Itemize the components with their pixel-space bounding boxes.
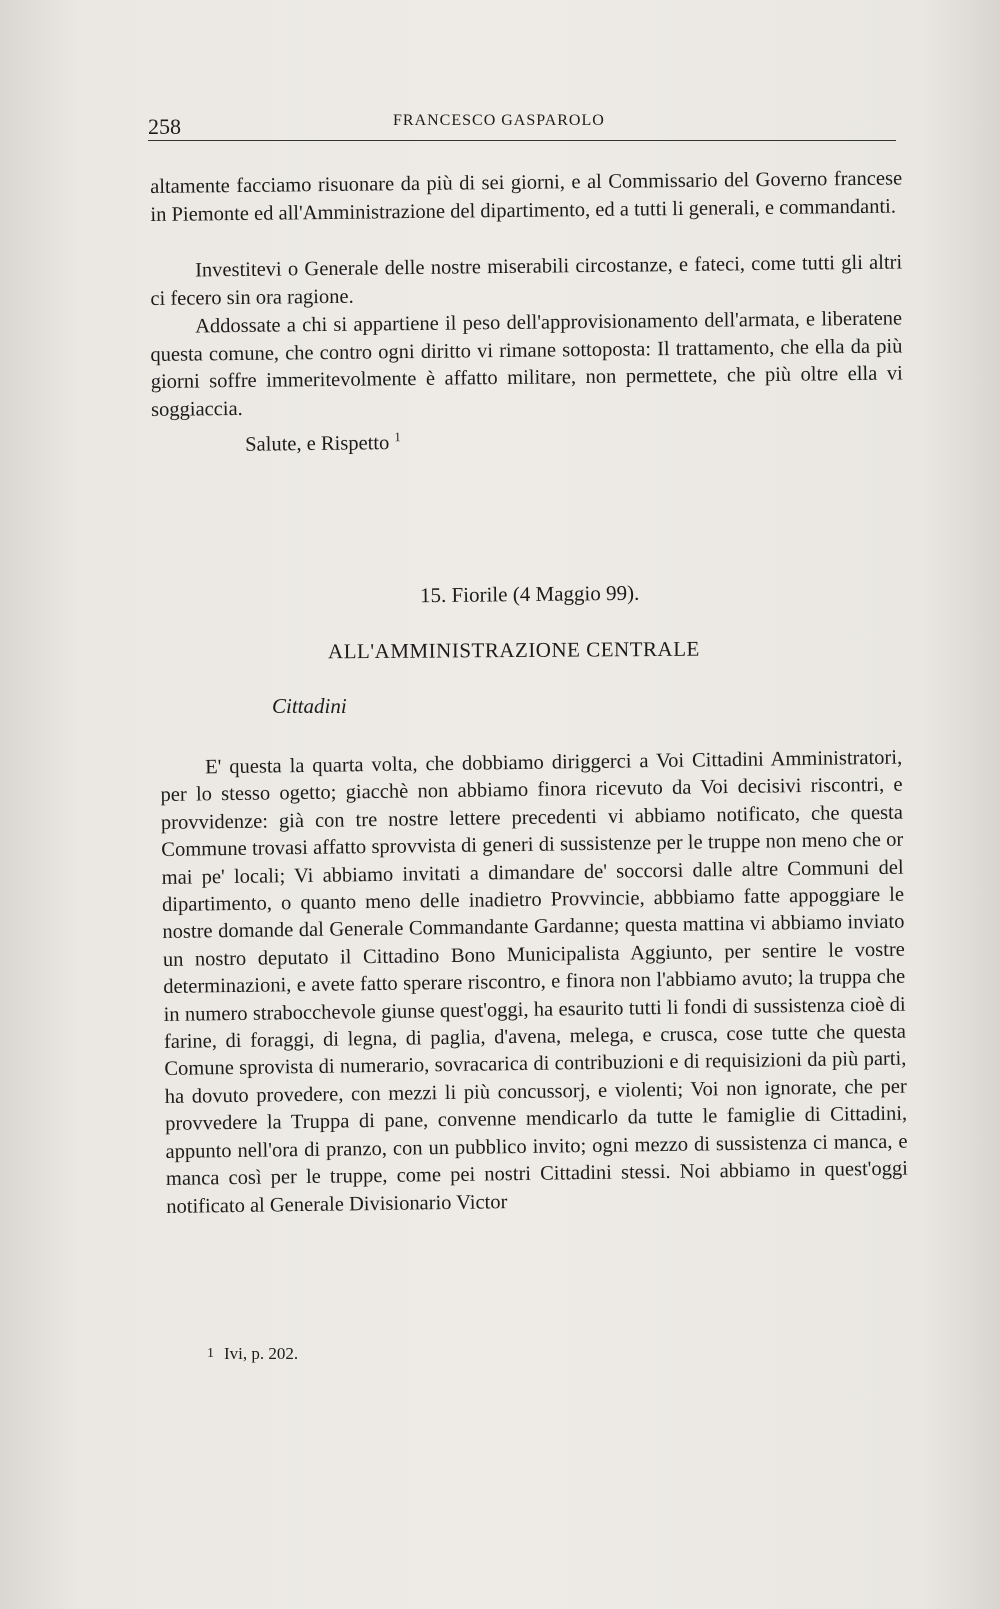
letter-heading: ALL'AMMINISTRAZIONE CENTRALE (327, 636, 700, 664)
closing-line (150, 417, 902, 460)
footnote-mark: 1 (207, 1346, 214, 1361)
page-header (148, 104, 896, 144)
letter-body: E' questa la quarta volta, che dobbiamo diriggerci a Voi Cittadini Amministratori, per lo stesso ogetto; giacchè non abbiamo finora ricevuto da Voi decisivi riscontri, e provvidenze: già con tre nostre lettere precedenti vi abbiamo notificato, che questa Commune trovasi affatto sprovvista di generi di sussistenze per le truppe non meno che or mai pe' locali; Vi abbiamo invitati a dimandare de' soccorsi dalle altre Communi del dipartimento, o quanto meno delle inadietro Provvincie, abbbiamo fatte appoggiare le nostre domande dal Generale Commandante Gardanne; questa mattina vi abbiamo inviato un nostro deputato il Cittadino Bono Municipalista Aggiunto, per sentire le vostre determinazioni, e avete fatto sperare riscontro, e finora non l'abbiamo avuto; la truppa che in numero strabocchevole giunse quest'oggi, ha esaurito tutti li fondi di sussistenza cioè di farine, di foraggi, di legna, di paglia, d'avena, melega, e crusca, cose tutte che questa Comune sprovista di numerario, sovracarica di contribuzioni e di requisizioni da più parti, ha dovuto provedere, con mezzi li più concussorj, e violenti; Voi non ignorate, che per provvedere la Truppa di pane, convenne mendicarlo da tutte le famiglie di Cittadini, appunto nell'ora di pranzo, con un pubblico invito; ogni mezzo di sussistenza ci manca, e manca così per le truppe, come pei nostri Cittadini stessi. Noi abbiamo in quest'oggi notificato al Generale Divisionario Victor (160, 746, 909, 1218)
paragraph-3: Addossate a chi si appartiene il peso dell'approvisionamento dell'armata, e liberatene questa comune, che contro ogni diritto vi rimane sottoposta: Il trattamento, che ella da più giorni soffre immeritevolmente è affatto militare, non permettete, che più oltre ella vi soggiaccia. (150, 307, 903, 421)
paragraph-2: Investitevi o Generale delle nostre miserabili circostanze, e fateci, come tutti gli altri ci fecero sin ora ragione. (150, 251, 903, 310)
letter-salutation: Cittadini (272, 694, 347, 718)
closing-text: Salute, e Rispetto (245, 432, 390, 456)
footnote-reference: 1 (394, 429, 401, 445)
header-rule (148, 140, 896, 141)
paragraph-1: altamente facciamo risuonare da più di sei giorni, e al Commissario del Governo francese in Piemonte ed all'Amministrazione del dipartimento, ed a tutti li generali, e commandanti. (150, 167, 903, 226)
footnote-text: Ivi, p. 202. (224, 1344, 299, 1363)
letter-date: 15. Fiorile (4 Maggio 99). (419, 580, 640, 608)
page-number: 258 (148, 114, 181, 139)
footnote (207, 1344, 298, 1364)
running-head: FRANCESCO GASPAROLO (393, 112, 605, 129)
